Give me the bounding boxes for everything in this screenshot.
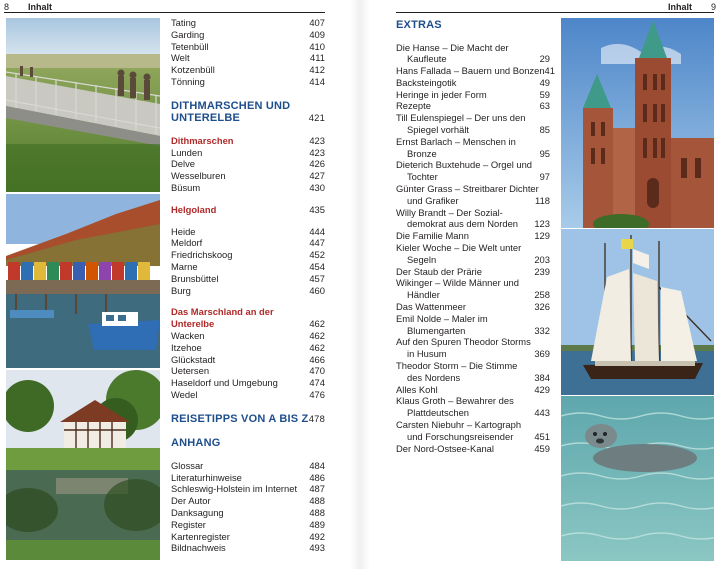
extras-entry-page: 429 <box>534 383 550 395</box>
section-title-cont: UNTERELBE <box>171 112 241 125</box>
extras-entry-title: Günter Grass – Streitbarer Dichter <box>396 183 539 195</box>
extras-entry-title-cont: Tochter <box>407 171 438 183</box>
photo-helgoland-harbour <box>6 194 160 368</box>
extras-entry <box>396 336 550 360</box>
extras-entry-title-cont: Plattdeutschen <box>407 407 470 419</box>
photo-tall-ship <box>561 229 714 395</box>
extras-entry-title: Theodor Storm – Die Stimme <box>396 360 518 372</box>
toc-row: Welt 411 <box>171 52 325 64</box>
extras-entry-page: 459 <box>534 442 550 454</box>
extras-entry-title: Alles Kohl <box>396 383 438 395</box>
subsection-marschland-cont: Unterelbe <box>171 318 215 330</box>
photo-seal-wadden-sea <box>561 396 714 561</box>
extras-entry-page: 443 <box>534 407 550 419</box>
subsection-helgoland: Helgoland 435 <box>171 203 325 215</box>
extras-entry-page: 97 <box>539 171 550 183</box>
extras-entry <box>396 313 550 337</box>
extras-entry-title: Der Staub der Prärie <box>396 265 482 277</box>
extras-entry-title-cont: Händler <box>407 289 440 301</box>
extras-entry-page: 95 <box>539 147 550 159</box>
extras-entry <box>396 443 550 455</box>
section-reisetipps: REISETIPPS VON A BIS Z 478 <box>171 412 325 425</box>
extras-entry-title: Carsten Niebuhr – Kartograph <box>396 419 522 430</box>
section-title: DITHMARSCHEN UND <box>171 99 291 112</box>
extras-entry-page: 59 <box>539 88 550 100</box>
extras-entry-title-cont: und Forschungsreisender <box>407 430 514 442</box>
toc-row: Register 489 <box>171 518 325 530</box>
left-toc <box>171 17 325 554</box>
toc-row: Tating 407 <box>171 17 325 28</box>
extras-entry-page: 326 <box>534 301 550 313</box>
toc-row: Der Autor 488 <box>171 495 325 507</box>
extras-entry-title-cont: in Husum <box>407 348 447 360</box>
subsection-dithmarschen: Dithmarschen 423 <box>171 134 325 146</box>
toc-row: Wedel 476 <box>171 388 325 400</box>
extras-entry-title: Heringe in jeder Form <box>396 88 487 100</box>
extras-entry-title-cont: und Grafiker <box>407 194 459 206</box>
extras-entry-title: Ernst Barlach – Menschen in <box>396 135 516 147</box>
extras-entry <box>396 419 550 443</box>
extras-entry-title-cont: des Nordens <box>407 371 461 383</box>
extras-entry <box>396 266 550 278</box>
toc-row: Heide 444 <box>171 225 325 237</box>
extras-entry <box>396 395 550 419</box>
toc-row: Büsum 430 <box>171 181 325 193</box>
toc-row: Glückstadt 466 <box>171 353 325 365</box>
toc-row: Tönning 414 <box>171 75 325 87</box>
toc-top-list <box>171 17 325 88</box>
extras-entry <box>396 230 550 242</box>
toc-row: Friedrichskoog 452 <box>171 249 325 261</box>
extras-entry <box>396 100 550 112</box>
extras-entry-title: Willy Brandt – Der Sozial- <box>396 206 503 218</box>
extras-entry <box>396 77 550 89</box>
extras-toc <box>396 19 555 454</box>
right-page <box>370 0 720 569</box>
extras-entry <box>396 384 550 396</box>
toc-row: Literaturhinweise 486 <box>171 471 325 483</box>
extras-entry-page: 369 <box>534 348 550 360</box>
photo-brick-gothic-church <box>561 18 714 228</box>
extras-entry-page: 239 <box>534 265 550 277</box>
extras-entry-title: Die Familie Mann <box>396 230 469 242</box>
extras-entry <box>396 159 550 183</box>
extras-entry-title-cont: Segeln <box>407 253 437 265</box>
left-header-rule <box>4 12 325 13</box>
extras-entry <box>396 112 550 136</box>
toc-row: Meldorf 447 <box>171 237 325 249</box>
toc-row: Tetenbüll 410 <box>171 40 325 52</box>
photo-timber-house-pond <box>6 370 160 560</box>
extras-entry-title: Rezepte <box>396 100 431 112</box>
extras-entry-page: 258 <box>534 289 550 301</box>
toc-row: Schleswig-Holstein im Internet 487 <box>171 483 325 495</box>
toc-row: Haseldorf und Umgebung 474 <box>171 377 325 389</box>
toc-row: Garding 409 <box>171 28 325 40</box>
extras-entry-page: 123 <box>534 218 550 230</box>
extras-entry-page: 41 <box>544 65 555 77</box>
photo-bridge-walkway <box>6 18 160 192</box>
toc-row: Lunden 423 <box>171 146 325 158</box>
extras-entry-title: Wikinger – Wilde Männer und <box>396 277 519 289</box>
extras-entry-title-cont: Spiegel vorhält <box>407 124 470 136</box>
toc-row: Burg 460 <box>171 284 325 296</box>
toc-row: Kartenregister 492 <box>171 530 325 542</box>
book-gutter <box>350 0 370 569</box>
extras-entry-title-cont: Blumengarten <box>407 324 466 336</box>
extras-entry-page: 332 <box>534 324 550 336</box>
toc-row: Wacken 462 <box>171 329 325 341</box>
toc-row: Wesselburen 427 <box>171 170 325 182</box>
extras-entry-page: 85 <box>539 124 550 136</box>
toc-row: Brunsbüttel 457 <box>171 272 325 284</box>
toc-row: Glossar 484 <box>171 459 325 471</box>
extras-entry-page: 384 <box>534 371 550 383</box>
extras-entry <box>396 277 550 301</box>
extras-entry-page: 451 <box>534 430 550 442</box>
toc-row: Kotzenbüll 412 <box>171 64 325 76</box>
left-page-header <box>4 2 52 12</box>
section-dithmarschen: DITHMARSCHEN UND UNTERELBE 421 Dithmarschen 423 Lunden 423 Delve 426 Wesselburen 427 Büsum 430 Helgoland 435 Heide 444 Meldorf 447 Friedrichskoog 452 Marne 454 Brunsbüttel 457 Burg 460 Das Marschland an der Unterelbe 462 Wacken 462 Itzehoe 462 Glückstadt 466 Uetersen 470 Haseldorf und Umgebung 474 Wedel 476 <box>171 99 325 400</box>
extras-entry-title-cont: Kaufleute <box>407 53 447 65</box>
extras-entry <box>396 42 550 66</box>
toc-row: Danksagung 488 <box>171 506 325 518</box>
extras-entry-page: 129 <box>534 230 550 242</box>
extras-entry <box>396 360 550 384</box>
left-page-number: 8 <box>4 2 10 12</box>
right-page-number: 9 <box>711 2 717 12</box>
extras-entry-title: Kieler Woche – Die Welt unter <box>396 242 522 254</box>
extras-entry <box>396 65 555 77</box>
section-page: 421 <box>308 112 325 124</box>
extras-entry-title: Hans Fallada – Bauern und Bonzen <box>396 65 545 77</box>
right-running-head: Inhalt <box>668 2 692 12</box>
extras-entry-page: 29 <box>539 53 550 65</box>
extras-entry-title-cont: demokrat aus dem Norden <box>407 218 518 230</box>
right-header-rule <box>396 12 714 13</box>
extras-entry-page: 63 <box>539 100 550 112</box>
extras-entry-title: Backsteingotik <box>396 76 457 88</box>
extras-entry-page: 203 <box>534 253 550 265</box>
extras-entry <box>396 89 550 101</box>
toc-row: Uetersen 470 <box>171 365 325 377</box>
extras-entry <box>396 207 550 231</box>
left-running-head: Inhalt <box>28 2 53 12</box>
extras-entry-title: Dieterich Buxtehude – Orgel und <box>396 159 533 171</box>
extras-entry <box>396 242 550 266</box>
toc-row: Marne 454 <box>171 260 325 272</box>
extras-list <box>396 41 555 455</box>
toc-row: Bildnachweis 493 <box>171 542 325 554</box>
extras-entry-title: Emil Nolde – Maler im <box>396 312 488 324</box>
extras-entry-page: 49 <box>539 76 550 88</box>
extras-entry-title: Till Eulenspiegel – Der uns den <box>396 112 526 124</box>
extras-entry-page: 118 <box>535 194 550 206</box>
subsection-marschland: Das Marschland an der <box>171 306 274 318</box>
extras-entry-title: Klaus Groth – Bewahrer des <box>396 395 514 407</box>
extras-entry-title: Auf den Spuren Theodor Storms <box>396 336 531 348</box>
extras-entry <box>396 301 550 313</box>
extras-entry <box>396 136 550 160</box>
extras-entry-title: Die Hanse – Die Macht der <box>396 41 509 53</box>
section-anhang <box>171 437 325 554</box>
section-extras: EXTRAS <box>396 19 442 31</box>
extras-entry <box>396 183 550 207</box>
toc-row: Delve 426 <box>171 158 325 170</box>
extras-entry-title-cont: Bronze <box>407 147 437 159</box>
left-page <box>0 0 350 569</box>
right-page-header <box>668 2 716 12</box>
extras-entry-title: Das Wattenmeer <box>396 301 466 313</box>
section-title: ANHANG <box>171 437 221 450</box>
extras-entry-title: Der Nord-Ostsee-Kanal <box>396 442 494 454</box>
toc-row: Itzehoe 462 <box>171 341 325 353</box>
